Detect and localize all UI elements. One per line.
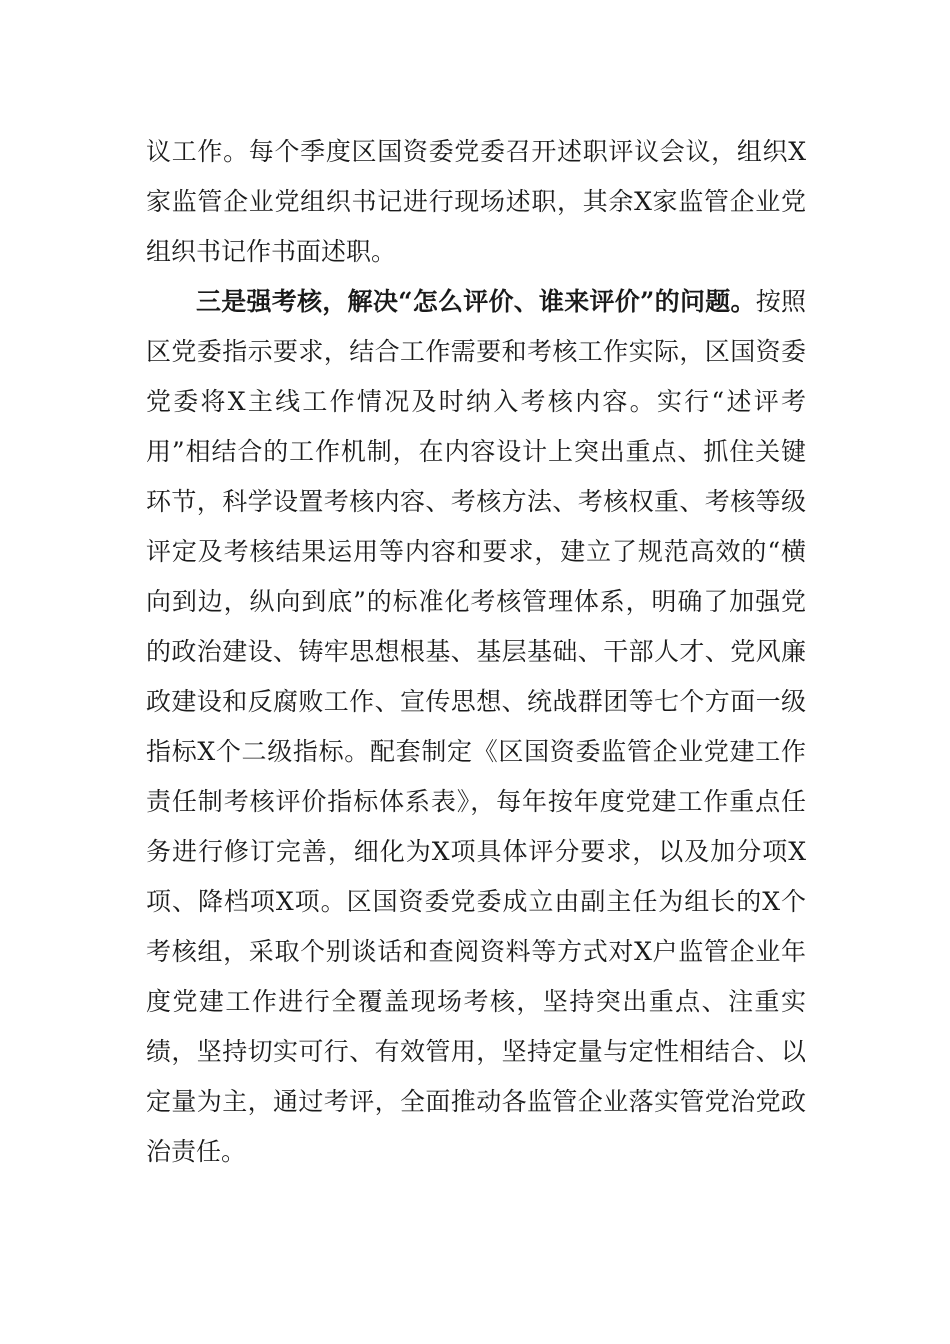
paragraph-assessment	[146, 277, 806, 1177]
paragraph-lead-heading: 三是强考核，解决“怎么评价、谁来评价”的问题。	[196, 287, 756, 316]
paragraph-body: 按照区党委指示要求，结合工作需要和考核工作实际，区国资委党委将X主线工作情况及时纳入考核内容。实行“述评考用”相结合的工作机制，在内容设计上突出重点、抓住关键环节，科学设置考核内容、考核方法、考核权重、考核等级评定及考核结果运用等内容和要求，建立了规范高效的“横向到边，纵向到底”的标准化考核管理体系，明确了加强党的政治建设、铸牢思想根基、基层基础、干部人才、党风廉政建设和反腐败工作、宣传思想、统战群团等七个方面一级指标X个二级指标。配套制定《区国资委监管企业党建工作责任制考核评价指标体系表》，每年按年度党建工作重点任务进行修订完善，细化为X项具体评分要求，以及加分项X项、降档项X项。区国资委党委成立由副主任为组长的X个考核组，采取个别谈话和查阅资料等方式对X户监管企业年度党建工作进行全覆盖现场考核，坚持突出重点、注重实绩，坚持切实可行、有效管用，坚持定量与定性相结合、以定量为主，通过考评，全面推动各监管企业落实管党治党政治责任。	[146, 287, 806, 1166]
paragraph-continuation	[146, 127, 806, 277]
paragraph-body: 议工作。每个季度区国资委党委召开述职评议会议，组织X家监管企业党组织书记进行现场述职，其余X家监管企业党组织书记作书面述职。	[146, 137, 806, 266]
